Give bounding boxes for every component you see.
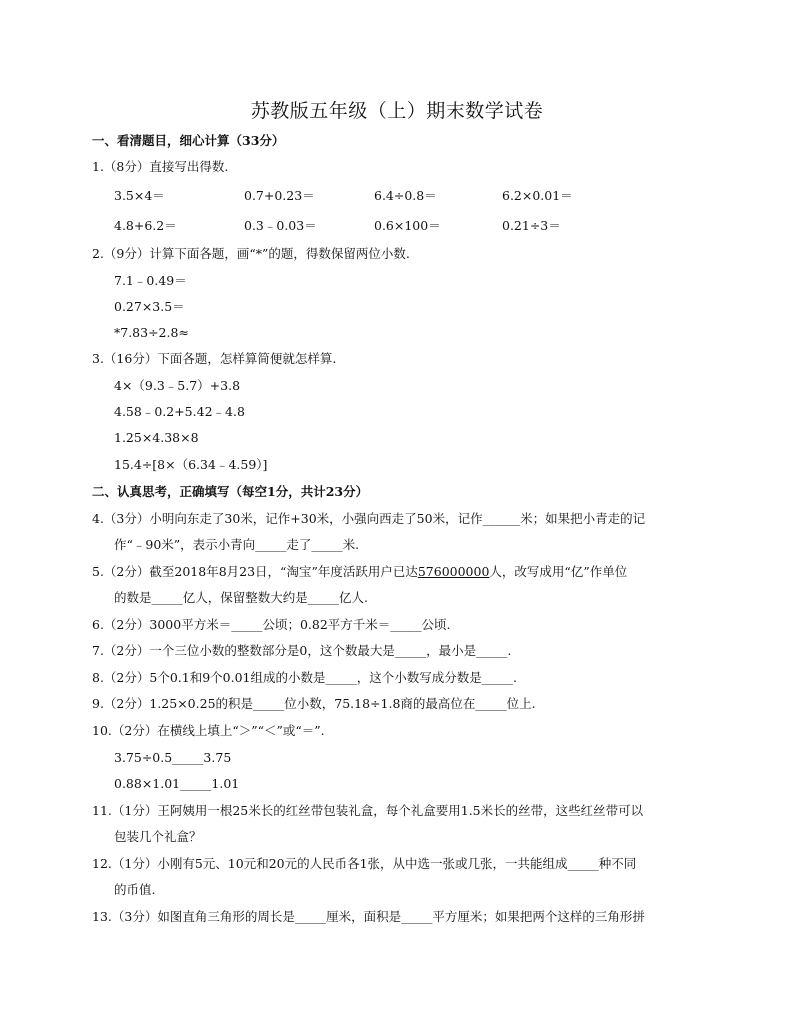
- q1-item: 0.3﹣0.03＝: [244, 218, 317, 233]
- q1-item: 0.7+0.23＝: [244, 188, 315, 203]
- q3-item: 15.4÷[8×（6.34﹣4.59）]: [114, 457, 268, 472]
- q1-item: 0.21÷3＝: [502, 218, 561, 233]
- question-12-line1: 12.（1分）小刚有5元、10元和20元的人民币各1张，从中选一张或几张，一共能组成_____种不同: [92, 856, 637, 871]
- question-11-line1: 11.（1分）王阿姨用一根25米长的红丝带包装礼盒，每个礼盒要用1.5米长的丝带，这些红丝带可以: [92, 803, 644, 818]
- q5-text: 5.（2分）截至2018年8月23日，“淘宝”年度活跃用户已达: [92, 564, 418, 579]
- q3-item: 4.58﹣0.2+5.42﹣4.8: [114, 404, 245, 419]
- q5-number: 576000000: [417, 564, 490, 579]
- q2-item: *7.83÷2.8≈: [114, 325, 189, 340]
- section-heading-fill-blanks: 二、认真思考，正确填写（每空1分，共计23分）: [92, 484, 369, 499]
- q1-item: 6.2×0.01＝: [502, 188, 573, 203]
- question-11-line2: 包装几个礼盒？: [114, 829, 202, 844]
- question-5-line2: 的数是_____亿人，保留整数大约是_____亿人.: [114, 590, 368, 605]
- q2-item: 0.27×3.5＝: [114, 299, 185, 314]
- q2-item: 7.1﹣0.49＝: [114, 273, 187, 288]
- question-6: 6.（2分）3000平方米＝_____公顷；0.82平方千米＝_____公顷.: [92, 617, 451, 632]
- q5-text: 人，改写成用“亿”作单位: [489, 564, 628, 579]
- question-8: 8.（2分）5个0.1和9个0.01组成的小数是_____，这个小数写成分数是_____.: [92, 670, 517, 685]
- question-9: 9.（2分）1.25×0.25的积是_____位小数，75.18÷1.8商的最高位在_____位上.: [92, 696, 536, 711]
- page-title: 苏教版五年级（上）期末数学试卷: [250, 100, 544, 122]
- q1-item: 6.4÷0.8＝: [374, 188, 437, 203]
- question-7: 7.（2分）一个三位小数的整数部分是0，这个数最大是_____，最小是_____.: [92, 643, 512, 658]
- q1-item: 4.8+6.2＝: [114, 218, 177, 233]
- question-2-stem: 2.（9分）计算下面各题，画“*”的题，得数保留两位小数.: [92, 246, 410, 261]
- section-heading-calculation: 一、看清题目，细心计算（33分）: [92, 133, 285, 148]
- question-13-line1: 13.（3分）如图直角三角形的周长是_____厘米，面积是_____平方厘米；如果把两个这样的三角形拼: [92, 909, 645, 924]
- question-1-stem: 1.（8分）直接写出得数.: [92, 159, 229, 174]
- q10-item: 0.88×1.01_____1.01: [114, 776, 240, 791]
- q3-item: 4×（9.3﹣5.7）+3.8: [114, 378, 241, 393]
- question-10-stem: 10.（2分）在横线上填上“＞”“＜”或“＝”.: [92, 723, 325, 738]
- question-4-line2: 作“﹣90米”，表示小青向_____走了_____米.: [114, 537, 360, 552]
- q1-item: 0.6×100＝: [374, 218, 441, 233]
- question-5-line1: [92, 564, 627, 580]
- question-12-line2: 的币值.: [114, 882, 156, 897]
- question-3-stem: 3.（16分）下面各题，怎样算简便就怎样算.: [92, 351, 337, 366]
- q1-item: 3.5×4＝: [114, 188, 165, 203]
- q3-item: 1.25×4.38×8: [114, 430, 199, 445]
- q10-item: 3.75÷0.5_____3.75: [114, 750, 232, 765]
- question-4-line1: 4.（3分）小明向东走了30米，记作+30米，小强向西走了50米，记作______米；如果把小青走的记: [92, 511, 646, 526]
